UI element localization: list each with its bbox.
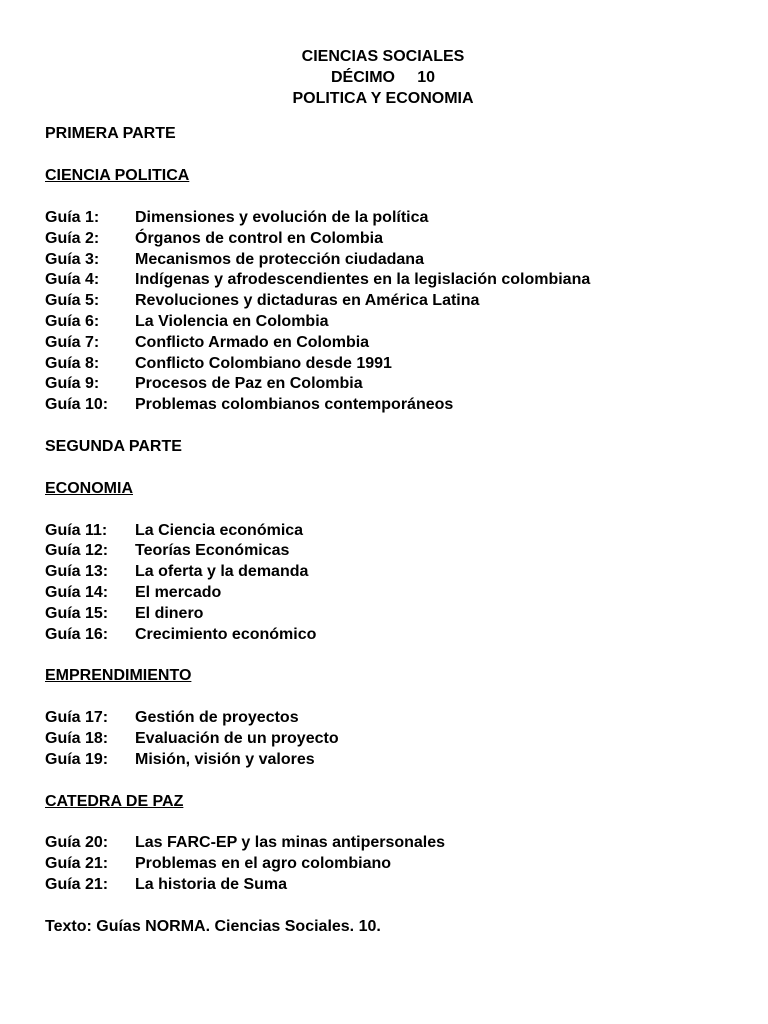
guide-title: Evaluación de un proyecto (135, 729, 339, 747)
guide-item (45, 541, 725, 562)
guide-item (45, 875, 725, 896)
guide-label: Guía 20: (45, 834, 109, 852)
guide-item (45, 354, 725, 375)
guide-item (45, 250, 725, 271)
guide-item (45, 604, 725, 625)
guide-item (45, 229, 725, 250)
section-catedra-de-paz-heading: CATEDRA DE PAZ (45, 792, 184, 810)
guide-title: Órganos de control en Colombia (135, 229, 384, 247)
guide-label: Guía 15: (45, 604, 109, 622)
guide-item (45, 374, 725, 395)
guide-item (45, 521, 725, 542)
guide-title: Indígenas y afrodescendientes en la legislación colombiana (135, 271, 591, 289)
guide-title: Teorías Económicas (135, 542, 290, 560)
part-one-heading: PRIMERA PARTE (45, 125, 176, 143)
guide-title: Crecimiento económico (135, 625, 317, 643)
guide-list-catedra-de-paz (45, 833, 725, 895)
subject-title: CIENCIAS SOCIALES (301, 48, 465, 65)
guide-title: El mercado (135, 583, 222, 601)
guide-label: Guía 7: (45, 333, 100, 351)
course-title: POLITICA Y ECONOMIA (292, 89, 474, 107)
guide-title: Procesos de Paz en Colombia (135, 375, 363, 393)
guide-label: Guía 6: (45, 312, 100, 330)
guide-item (45, 833, 725, 854)
guide-label: Guía 1: (45, 208, 100, 226)
document-header (45, 47, 721, 109)
guide-title: Conflicto Armado en Colombia (135, 333, 370, 351)
guide-item (45, 562, 725, 583)
guide-label: Guía 13: (45, 563, 109, 581)
guide-label: Guía 9: (45, 375, 100, 393)
guide-item (45, 708, 725, 729)
guide-label: Guía 21: (45, 855, 109, 873)
guide-item (45, 270, 725, 291)
guide-label: Guía 12: (45, 542, 109, 560)
guide-title: Problemas colombianos contemporáneos (135, 396, 454, 414)
guide-title: La Ciencia económica (135, 521, 304, 539)
guide-label: Guía 5: (45, 292, 100, 310)
guide-title: El dinero (135, 604, 204, 622)
guide-list-ciencia-politica (45, 208, 725, 416)
guide-item (45, 583, 725, 604)
guide-label: Guía 18: (45, 729, 109, 747)
guide-item (45, 291, 725, 312)
guide-label: Guía 19: (45, 750, 109, 768)
guide-list-emprendimiento (45, 708, 725, 770)
guide-item (45, 750, 725, 771)
guide-item (45, 208, 725, 229)
guide-item (45, 333, 725, 354)
guide-item (45, 854, 725, 875)
guide-label: Guía 21: (45, 875, 109, 893)
grade-title: DÉCIMO 10 (330, 68, 436, 86)
guide-label: Guía 17: (45, 709, 109, 727)
guide-label: Guía 4: (45, 271, 100, 289)
guide-title: La historia de Suma (135, 875, 288, 893)
part-two-heading: SEGUNDA PARTE (45, 437, 182, 455)
guide-item (45, 312, 725, 333)
guide-title: Problemas en el agro colombiano (135, 855, 392, 873)
guide-title: Misión, visión y valores (135, 750, 315, 768)
guide-label: Guía 2: (45, 229, 100, 247)
section-emprendimiento-heading: EMPRENDIMIENTO (45, 667, 192, 685)
guide-title: Las FARC-EP y las minas antipersonales (135, 834, 446, 852)
guide-title: Revoluciones y dictaduras en América Latina (135, 292, 480, 310)
guide-list-economia (45, 521, 725, 646)
guide-label: Guía 3: (45, 250, 100, 268)
guide-item (45, 625, 725, 646)
guide-title: La Violencia en Colombia (135, 312, 329, 330)
guide-label: Guía 10: (45, 396, 109, 414)
guide-title: La oferta y la demanda (135, 563, 309, 581)
guide-item (45, 729, 725, 750)
section-ciencia-politica-heading: CIENCIA POLITICA (45, 167, 190, 185)
guide-label: Guía 11: (45, 521, 108, 539)
textbook-reference: Texto: Guías NORMA. Ciencias Sociales. 10. (45, 917, 381, 935)
guide-label: Guía 14: (45, 583, 109, 601)
section-economia-heading: ECONOMIA (45, 479, 133, 497)
guide-item (45, 395, 725, 416)
guide-title: Conflicto Colombiano desde 1991 (135, 354, 392, 372)
guide-title: Mecanismos de protección ciudadana (135, 250, 424, 268)
guide-title: Gestión de proyectos (135, 709, 299, 727)
guide-title: Dimensiones y evolución de la política (135, 208, 429, 226)
document-body (45, 47, 725, 938)
guide-label: Guía 16: (45, 625, 109, 643)
guide-label: Guía 8: (45, 354, 100, 372)
